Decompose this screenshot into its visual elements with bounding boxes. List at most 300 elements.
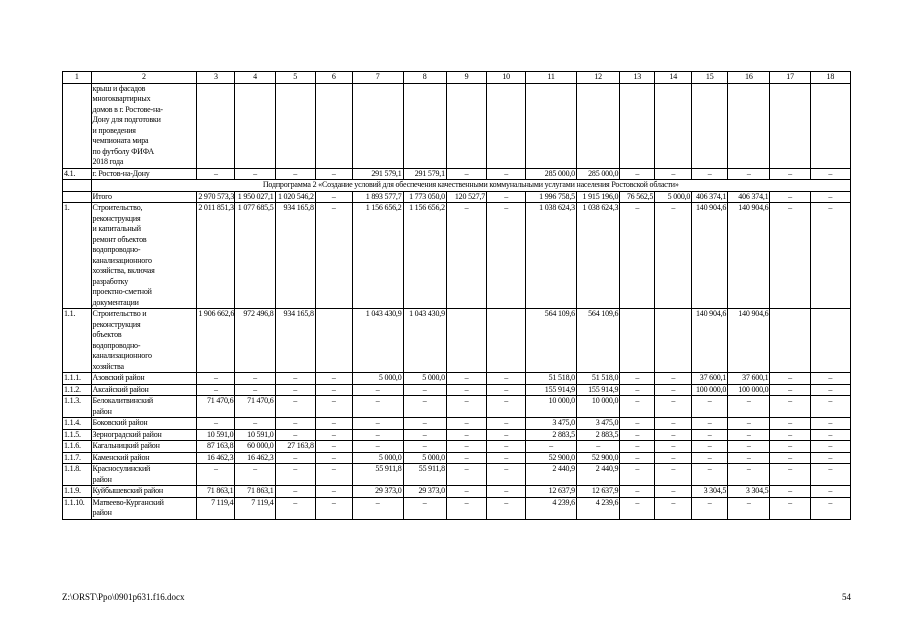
value-cell: – (655, 429, 692, 441)
value-cell: – (315, 384, 352, 396)
value-cell: 1 043 430,9 (352, 309, 403, 373)
row-number: 1.1.6. (63, 441, 92, 453)
table-cell (63, 180, 92, 192)
row-name: Каменский район (91, 452, 197, 464)
value-cell: 71 863,1 (235, 486, 275, 498)
value-cell: – (810, 464, 850, 486)
value-cell: – (446, 396, 486, 418)
value-cell: – (487, 191, 526, 203)
value-cell: – (487, 418, 526, 430)
value-cell: – (655, 396, 692, 418)
value-cell (487, 309, 526, 373)
value-cell: – (770, 441, 810, 453)
value-cell: 1 156 656,2 (403, 203, 446, 309)
column-number: 12 (576, 72, 619, 84)
value-cell: – (620, 486, 655, 498)
value-cell: – (655, 452, 692, 464)
value-cell: 291 579,1 (403, 168, 446, 180)
column-number: 16 (728, 72, 770, 84)
value-cell: – (770, 203, 810, 309)
column-number: 15 (692, 72, 728, 84)
table-row (63, 497, 851, 519)
row-name: Боковский район (91, 418, 197, 430)
column-number: 17 (770, 72, 810, 84)
value-cell: 100 000,0 (692, 384, 728, 396)
value-cell: 12 637,9 (576, 486, 619, 498)
table-row (63, 191, 851, 203)
value-cell: – (810, 191, 850, 203)
value-cell: – (235, 168, 275, 180)
value-cell (235, 83, 275, 168)
value-cell: 1 950 027,1 (235, 191, 275, 203)
value-cell: 140 904,6 (692, 309, 728, 373)
value-cell: – (315, 464, 352, 486)
value-cell: – (403, 396, 446, 418)
value-cell: – (620, 452, 655, 464)
value-cell: – (352, 441, 403, 453)
row-name: Белокалитвинский район (91, 396, 197, 418)
value-cell: – (487, 373, 526, 385)
row-number (63, 191, 92, 203)
table-row (63, 203, 851, 309)
value-cell: – (275, 452, 315, 464)
value-cell: – (197, 464, 235, 486)
value-cell: – (655, 373, 692, 385)
value-cell: – (446, 203, 486, 309)
row-name: Аксайский район (91, 384, 197, 396)
value-cell: 37 600,1 (692, 373, 728, 385)
value-cell: – (446, 168, 486, 180)
value-cell: 3 475,0 (526, 418, 577, 430)
value-cell: – (576, 441, 619, 453)
value-cell: – (315, 418, 352, 430)
value-cell: – (810, 168, 850, 180)
value-cell (692, 83, 728, 168)
value-cell: – (692, 396, 728, 418)
value-cell: 71 863,1 (197, 486, 235, 498)
value-cell: – (728, 429, 770, 441)
value-cell: – (655, 384, 692, 396)
row-number: 1.1.5. (63, 429, 92, 441)
value-cell: 29 373,0 (403, 486, 446, 498)
value-cell: 4 239,6 (576, 497, 619, 519)
value-cell (403, 83, 446, 168)
row-number: 1.1.4. (63, 418, 92, 430)
value-cell (446, 83, 486, 168)
value-cell: – (275, 429, 315, 441)
value-cell: 100 000,0 (728, 384, 770, 396)
value-cell: – (620, 384, 655, 396)
value-cell: – (446, 464, 486, 486)
value-cell: – (770, 168, 810, 180)
value-cell: – (728, 464, 770, 486)
value-cell: – (352, 384, 403, 396)
row-number: 1.1.8. (63, 464, 92, 486)
value-cell: – (352, 497, 403, 519)
value-cell: 4 239,6 (526, 497, 577, 519)
column-number: 2 (91, 72, 197, 84)
value-cell: – (810, 373, 850, 385)
financing-table (62, 71, 851, 520)
value-cell (487, 83, 526, 168)
column-number: 13 (620, 72, 655, 84)
column-number: 10 (487, 72, 526, 84)
value-cell: 120 527,7 (446, 191, 486, 203)
value-cell: 3 304,5 (692, 486, 728, 498)
value-cell: 406 374,1 (692, 191, 728, 203)
value-cell: 291 579,1 (352, 168, 403, 180)
value-cell: – (770, 486, 810, 498)
value-cell: 87 163,8 (197, 441, 235, 453)
value-cell: – (692, 452, 728, 464)
value-cell: – (487, 486, 526, 498)
value-cell: 1 906 662,6 (197, 309, 235, 373)
value-cell: – (810, 418, 850, 430)
value-cell (810, 83, 850, 168)
row-number: 1.1.2. (63, 384, 92, 396)
value-cell (770, 309, 810, 373)
value-cell: – (810, 441, 850, 453)
value-cell: 2 011 851,3 (197, 203, 235, 309)
value-cell: – (810, 203, 850, 309)
value-cell: 155 914,9 (526, 384, 577, 396)
value-cell: 3 475,0 (576, 418, 619, 430)
value-cell: 16 462,3 (197, 452, 235, 464)
value-cell: – (235, 373, 275, 385)
row-name: крыш и фасадов многоквартирных домов в г. Ростове-на- Дону для подготовки и проведения чемпионата мира по футболу ФИФА 2018 года (91, 83, 197, 168)
value-cell: 60 000,0 (235, 441, 275, 453)
value-cell (728, 83, 770, 168)
value-cell: – (655, 486, 692, 498)
table-row (63, 384, 851, 396)
value-cell: – (446, 497, 486, 519)
value-cell: 5 000,0 (352, 373, 403, 385)
value-cell: – (446, 373, 486, 385)
value-cell: – (352, 396, 403, 418)
table-row (63, 168, 851, 180)
value-cell: – (620, 441, 655, 453)
value-cell: – (487, 429, 526, 441)
value-cell: 1 915 196,0 (576, 191, 619, 203)
value-cell: – (235, 418, 275, 430)
value-cell: – (692, 497, 728, 519)
value-cell: – (275, 396, 315, 418)
value-cell: – (810, 452, 850, 464)
row-name: Итого (91, 191, 197, 203)
value-cell: – (235, 384, 275, 396)
value-cell: – (446, 486, 486, 498)
value-cell: – (487, 396, 526, 418)
value-cell: – (770, 452, 810, 464)
value-cell: – (620, 497, 655, 519)
row-name: г. Ростов-на-Дону (91, 168, 197, 180)
value-cell: 71 470,6 (235, 396, 275, 418)
value-cell: – (487, 464, 526, 486)
value-cell: – (770, 497, 810, 519)
value-cell: 5 000,0 (655, 191, 692, 203)
value-cell: – (770, 464, 810, 486)
value-cell: – (275, 384, 315, 396)
value-cell: – (487, 168, 526, 180)
column-number: 7 (352, 72, 403, 84)
row-name: Куйбышевский район (91, 486, 197, 498)
value-cell: – (655, 497, 692, 519)
value-cell (446, 309, 486, 373)
value-cell: – (810, 396, 850, 418)
value-cell: – (770, 373, 810, 385)
column-number: 11 (526, 72, 577, 84)
value-cell: – (487, 452, 526, 464)
value-cell: – (728, 497, 770, 519)
value-cell: – (728, 168, 770, 180)
value-cell: 2 883,5 (576, 429, 619, 441)
value-cell: – (526, 441, 577, 453)
value-cell: – (197, 384, 235, 396)
value-cell: – (235, 464, 275, 486)
value-cell: 7 119,4 (235, 497, 275, 519)
value-cell: – (352, 429, 403, 441)
value-cell: – (810, 384, 850, 396)
value-cell: – (275, 168, 315, 180)
value-cell: – (352, 418, 403, 430)
value-cell: – (692, 168, 728, 180)
value-cell: 2 883,5 (526, 429, 577, 441)
row-name: Азовский район (91, 373, 197, 385)
value-cell: – (403, 429, 446, 441)
value-cell: 7 119,4 (197, 497, 235, 519)
value-cell: 5 000,0 (403, 373, 446, 385)
row-number: 1.1.7. (63, 452, 92, 464)
row-number: 1.1.9. (63, 486, 92, 498)
value-cell: – (446, 418, 486, 430)
value-cell: 51 518,0 (526, 373, 577, 385)
row-name: Кагальницкий район (91, 441, 197, 453)
table-row (63, 441, 851, 453)
value-cell: – (487, 203, 526, 309)
row-number: 1. (63, 203, 92, 309)
value-cell: 934 165,8 (275, 203, 315, 309)
row-name: Строительство и реконструкция объектов водопроводно- канализационного хозяйства (91, 309, 197, 373)
value-cell: – (655, 464, 692, 486)
column-number: 8 (403, 72, 446, 84)
value-cell: – (275, 464, 315, 486)
value-cell: 1 996 758,5 (526, 191, 577, 203)
value-cell: 1 077 685,5 (235, 203, 275, 309)
value-cell: – (770, 396, 810, 418)
value-cell: 5 000,0 (352, 452, 403, 464)
value-cell: 1 773 050,0 (403, 191, 446, 203)
value-cell: – (692, 418, 728, 430)
value-cell: – (620, 418, 655, 430)
value-cell: – (620, 429, 655, 441)
value-cell: 155 914,9 (576, 384, 619, 396)
column-number: 6 (315, 72, 352, 84)
value-cell: – (620, 373, 655, 385)
row-name: Матвеево-Курганский район (91, 497, 197, 519)
value-cell: – (446, 384, 486, 396)
value-cell: – (728, 418, 770, 430)
value-cell (197, 83, 235, 168)
value-cell: 285 000,0 (526, 168, 577, 180)
subprogram-title: Подпрограмма 2 «Создание условий для обеспечения качественными коммунальными услугами населения Ростовской области» (91, 180, 850, 192)
value-cell: 16 462,3 (235, 452, 275, 464)
value-cell: – (275, 373, 315, 385)
row-number: 1.1. (63, 309, 92, 373)
value-cell (810, 309, 850, 373)
column-number: 5 (275, 72, 315, 84)
column-number: 3 (197, 72, 235, 84)
table-row (63, 309, 851, 373)
value-cell: 1 893 577,7 (352, 191, 403, 203)
value-cell: – (770, 384, 810, 396)
value-cell (620, 83, 655, 168)
value-cell: 12 637,9 (526, 486, 577, 498)
value-cell: – (446, 429, 486, 441)
value-cell: – (692, 441, 728, 453)
table-row (63, 418, 851, 430)
value-cell: – (403, 384, 446, 396)
value-cell: 52 900,0 (576, 452, 619, 464)
value-cell (576, 83, 619, 168)
value-cell (275, 83, 315, 168)
value-cell: – (810, 486, 850, 498)
value-cell: 76 562,5 (620, 191, 655, 203)
value-cell: 10 000,0 (576, 396, 619, 418)
column-number: 18 (810, 72, 850, 84)
value-cell: 972 496,8 (235, 309, 275, 373)
value-cell: 3 304,5 (728, 486, 770, 498)
value-cell: – (197, 418, 235, 430)
value-cell: 1 020 546,2 (275, 191, 315, 203)
value-cell: – (315, 497, 352, 519)
column-number: 4 (235, 72, 275, 84)
row-number: 1.1.3. (63, 396, 92, 418)
value-cell (655, 309, 692, 373)
value-cell (620, 309, 655, 373)
value-cell: – (620, 203, 655, 309)
value-cell: – (728, 396, 770, 418)
value-cell (770, 83, 810, 168)
value-cell: – (315, 452, 352, 464)
value-cell: 5 000,0 (403, 452, 446, 464)
value-cell: 10 591,0 (235, 429, 275, 441)
value-cell: – (770, 429, 810, 441)
value-cell: 140 904,6 (692, 203, 728, 309)
row-number (63, 83, 92, 168)
row-number: 1.1.1. (63, 373, 92, 385)
value-cell: – (446, 441, 486, 453)
value-cell: – (692, 429, 728, 441)
value-cell: 51 518,0 (576, 373, 619, 385)
value-cell: – (315, 441, 352, 453)
value-cell: – (620, 464, 655, 486)
value-cell: – (487, 441, 526, 453)
value-cell: – (315, 203, 352, 309)
value-cell: – (315, 429, 352, 441)
table-row (63, 452, 851, 464)
value-cell: – (403, 441, 446, 453)
value-cell: 564 109,6 (526, 309, 577, 373)
value-cell: 140 904,6 (728, 309, 770, 373)
value-cell: 140 904,6 (728, 203, 770, 309)
value-cell (352, 83, 403, 168)
value-cell: – (655, 441, 692, 453)
table-row (63, 429, 851, 441)
value-cell: 71 470,6 (197, 396, 235, 418)
value-cell (315, 83, 352, 168)
value-cell: 564 109,6 (576, 309, 619, 373)
value-cell: – (197, 373, 235, 385)
value-cell: – (315, 191, 352, 203)
subprogram-row (63, 180, 851, 192)
value-cell (526, 83, 577, 168)
value-cell: – (403, 418, 446, 430)
value-cell: 1 156 656,2 (352, 203, 403, 309)
value-cell: – (655, 168, 692, 180)
value-cell: – (810, 497, 850, 519)
row-name: Красносулинский район (91, 464, 197, 486)
value-cell: – (810, 429, 850, 441)
value-cell: 406 374,1 (728, 191, 770, 203)
column-number: 1 (63, 72, 92, 84)
row-number: 4.1. (63, 168, 92, 180)
value-cell: – (692, 464, 728, 486)
file-path: Z:\ORST\Ppo\0901p631.f16.docx (62, 592, 185, 602)
column-number: 9 (446, 72, 486, 84)
value-cell: 1 038 624,3 (526, 203, 577, 309)
table-row (63, 486, 851, 498)
value-cell (655, 83, 692, 168)
value-cell: – (620, 168, 655, 180)
value-cell: 55 911,8 (352, 464, 403, 486)
value-cell: 2 440,9 (576, 464, 619, 486)
value-cell: – (315, 373, 352, 385)
value-cell: – (197, 168, 235, 180)
row-name: Строительство, реконструкция и капитальный ремонт объектов водопроводно- канализационного хозяйства, включая разработку проектно-сметной документации (91, 203, 197, 309)
value-cell: 934 165,8 (275, 309, 315, 373)
value-cell: – (315, 396, 352, 418)
value-cell: 285 000,0 (576, 168, 619, 180)
value-cell: – (770, 191, 810, 203)
value-cell: – (620, 396, 655, 418)
value-cell: 10 000,0 (526, 396, 577, 418)
value-cell: – (487, 384, 526, 396)
value-cell: – (315, 168, 352, 180)
value-cell: 2 970 573,3 (198, 191, 235, 201)
value-cell: – (655, 418, 692, 430)
value-cell: 29 373,0 (352, 486, 403, 498)
header-row (63, 72, 851, 84)
value-cell: 1 043 430,9 (403, 309, 446, 373)
column-number: 14 (655, 72, 692, 84)
value-cell: – (275, 418, 315, 430)
value-cell: – (446, 452, 486, 464)
value-cell: – (275, 486, 315, 498)
value-cell: 55 911,8 (403, 464, 446, 486)
value-cell (315, 309, 352, 373)
value-cell: – (728, 452, 770, 464)
value-cell: 1 038 624,3 (576, 203, 619, 309)
value-cell: 52 900,0 (526, 452, 577, 464)
value-cell: – (487, 497, 526, 519)
value-cell: – (655, 203, 692, 309)
value-cell: 2 440,9 (526, 464, 577, 486)
value-cell: – (770, 418, 810, 430)
table-row (63, 83, 851, 168)
value-cell: – (728, 441, 770, 453)
value-cell: 27 163,8 (275, 441, 315, 453)
row-name: Зерноградский район (91, 429, 197, 441)
